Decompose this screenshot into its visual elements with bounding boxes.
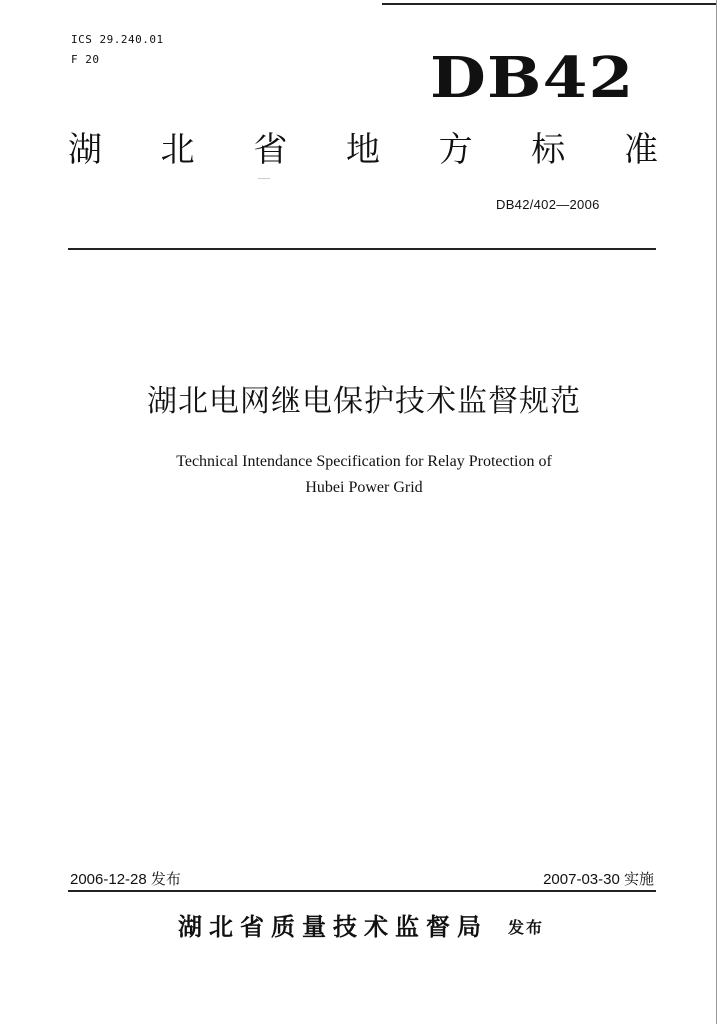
- standard-type-char: 省: [253, 130, 288, 170]
- issue-date: 2006-12-28 发布: [70, 871, 181, 888]
- document-title-chinese: 湖北电网继电保护技术监督规范: [147, 384, 581, 419]
- ics-code: ICS 29.240.01: [71, 33, 164, 46]
- standard-type-char: 方: [438, 130, 473, 170]
- standard-type-heading: [68, 128, 658, 172]
- standard-type-char: 湖: [68, 130, 102, 170]
- publisher-name: 湖北省质量技术监督局: [178, 913, 488, 941]
- implementation-date: 2007-03-30 实施: [543, 871, 654, 888]
- header-divider: [68, 248, 656, 250]
- footer-divider: [68, 890, 656, 892]
- standard-type-char: 准: [623, 130, 658, 170]
- top-rule: [382, 3, 717, 5]
- page-edge-line: [716, 0, 717, 1024]
- ccs-code: F 20: [71, 53, 100, 66]
- db42-logo: DB42: [430, 45, 635, 111]
- standard-type-char: 地: [345, 130, 380, 170]
- publisher-suffix: 发布: [508, 918, 545, 937]
- document-title-english-line2: Hubei Power Grid: [305, 479, 423, 496]
- standard-type-char: 标: [531, 130, 566, 170]
- standard-number: DB42/402—2006: [496, 197, 600, 212]
- scan-artifact: [258, 178, 270, 179]
- document-title-english-line1: Technical Intendance Specification for Relay Protection of: [176, 453, 552, 470]
- standard-type-char: 北: [160, 130, 195, 170]
